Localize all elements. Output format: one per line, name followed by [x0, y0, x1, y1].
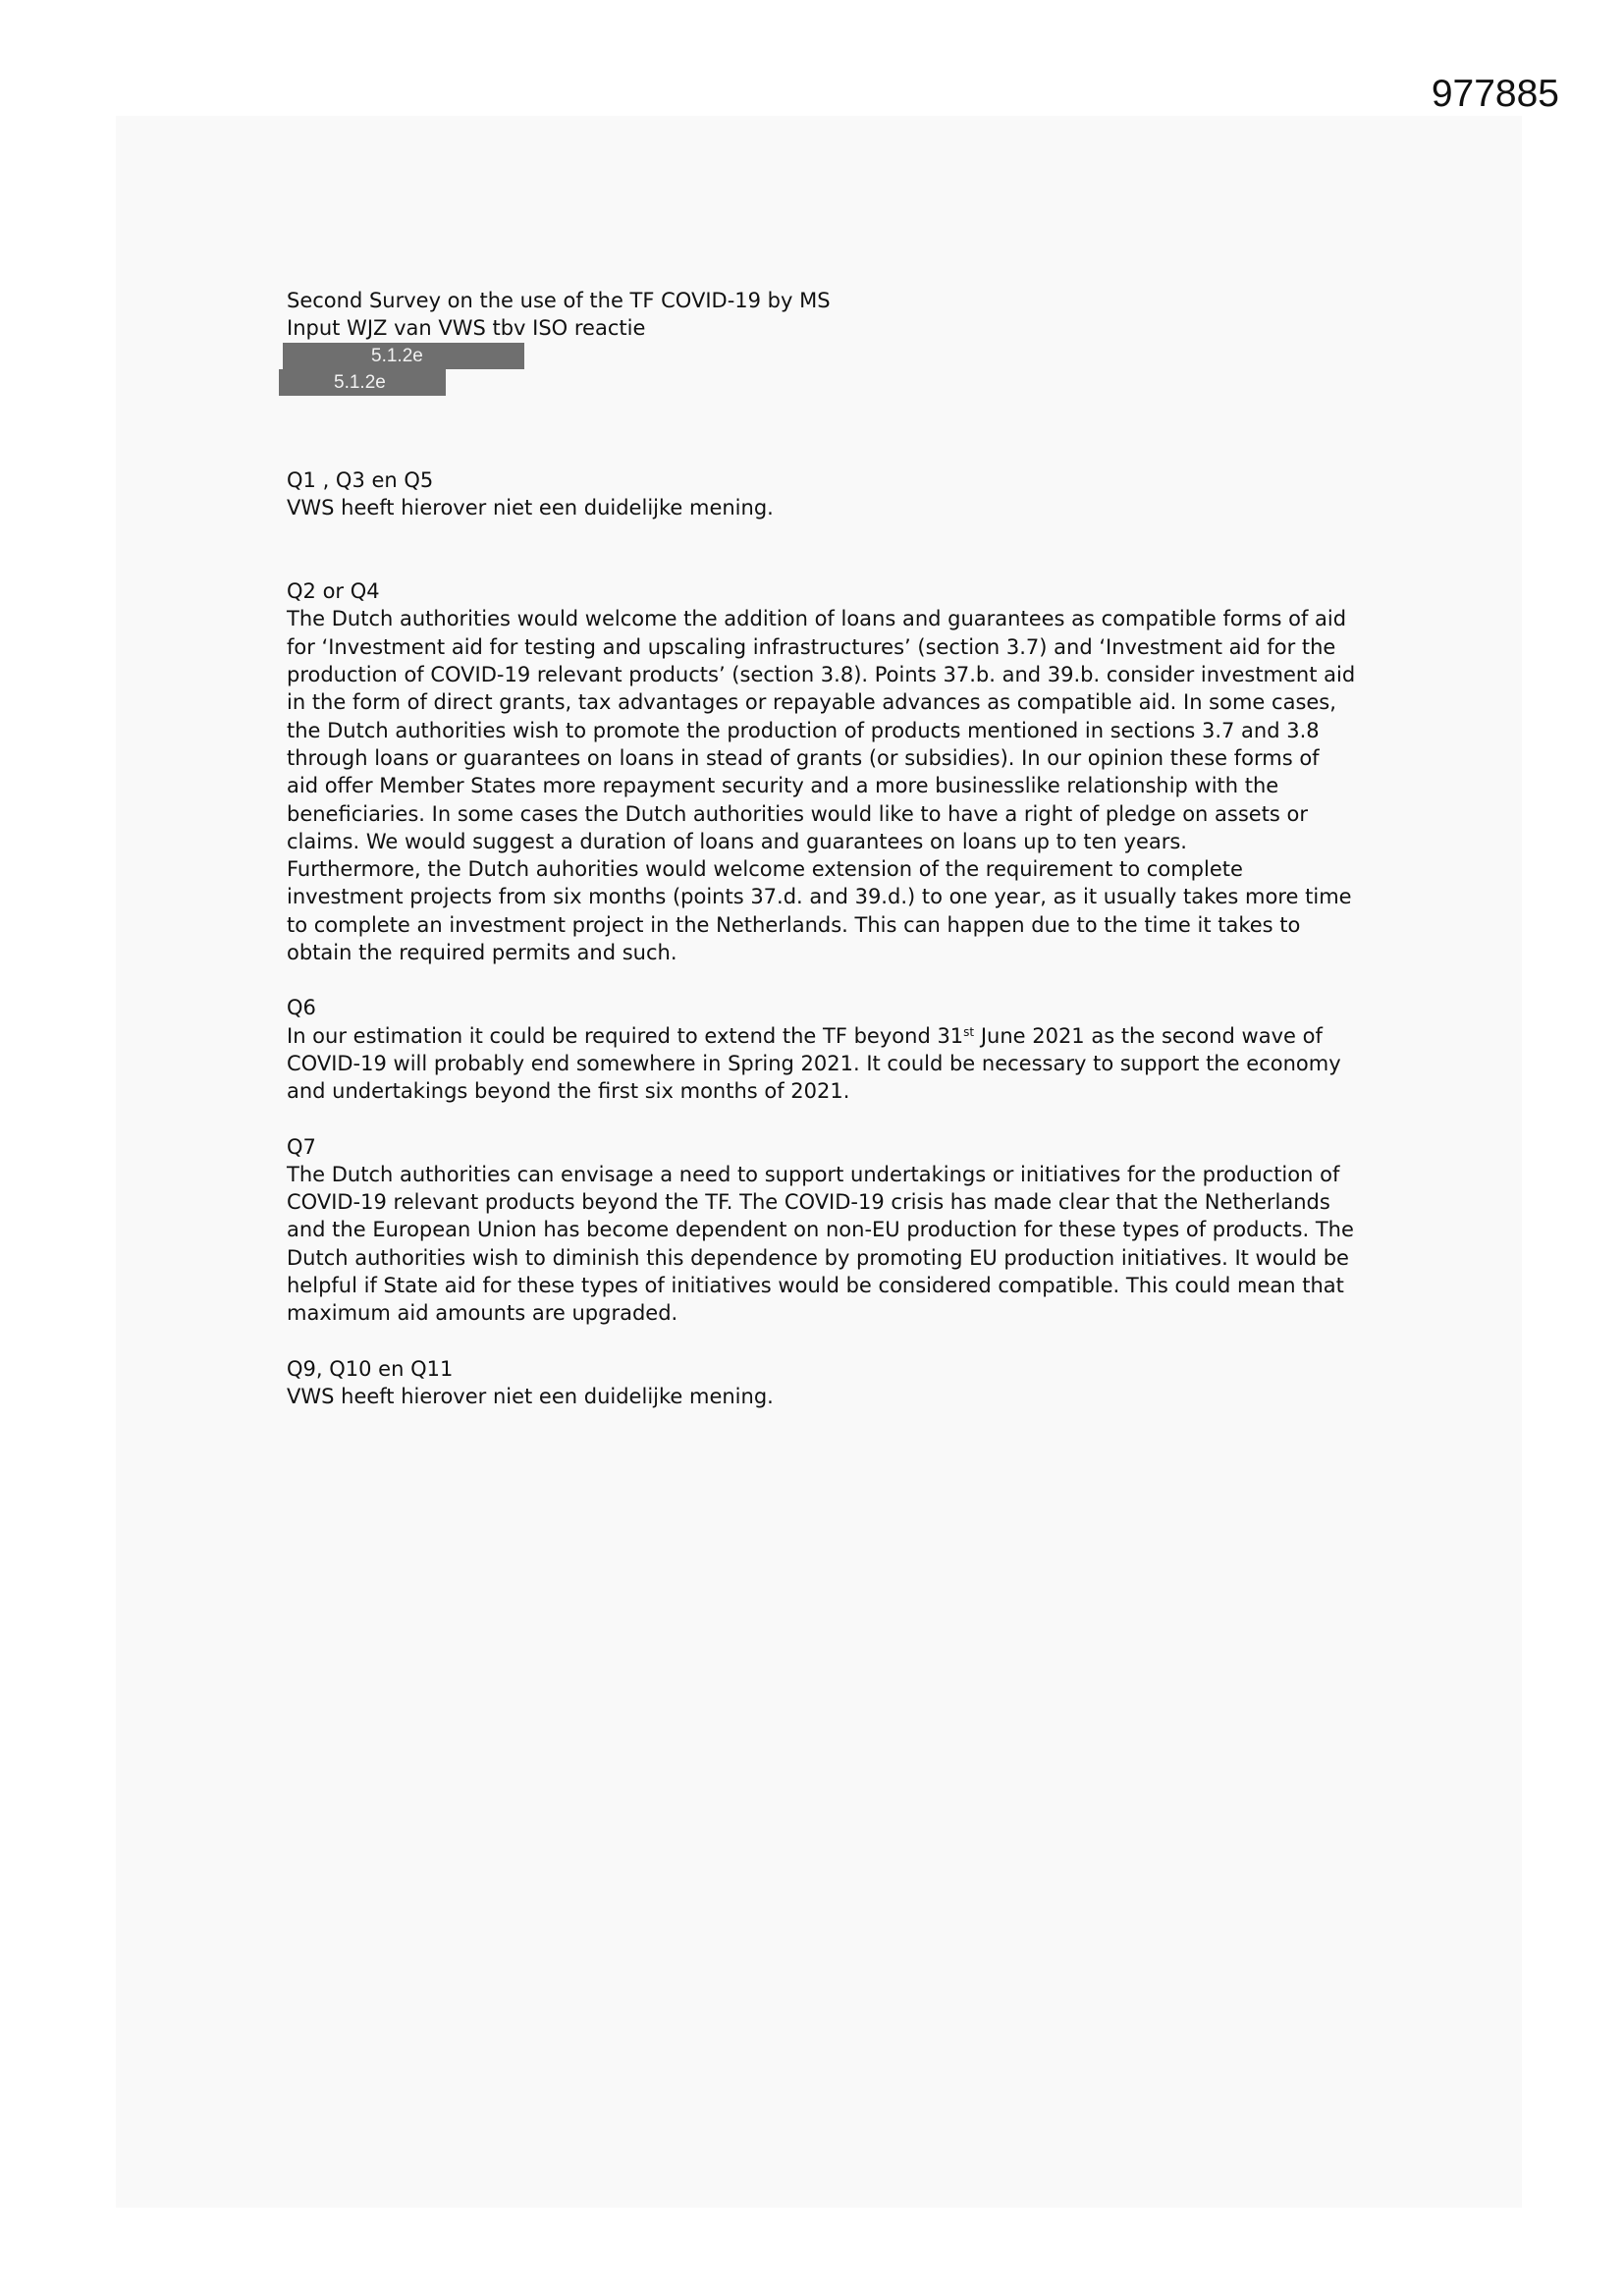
- section-body: The Dutch authorities can envisage a need to support undertakings or initiatives for the production of COVID-19 relevant products beyond the TF. The COVID-19 crisis has made clear that the Netherlands and the European Union has become dependent on non-EU production for these types of products. The Dutch authorities wish to diminish this dependence by promoting EU production initiatives. It would be helpful if State aid for these types of initiatives would be considered compatible. This could mean that maximum aid amounts are upgraded.: [287, 1162, 1354, 1326]
- section-q9: [287, 1355, 1357, 1411]
- section-q2: [287, 577, 1357, 966]
- redaction-block: 5.1.2e: [283, 343, 524, 369]
- section-title: Q9, Q10 en Q11: [287, 1356, 454, 1381]
- document-number: 977885: [1431, 73, 1559, 115]
- section-body: VWS heeft hierover niet een duidelijke mening.: [287, 1384, 774, 1408]
- section-title: Q6: [287, 996, 316, 1020]
- body-text: June 2021 as the second wave of COVID-19 will probably end somewhere in Spring 2021. It could be necessary to support the economy and undertakings beyond the first six months of 2021.: [287, 1023, 1341, 1104]
- document-subtitle: Input WJZ van VWS tbv ISO reactie: [287, 316, 646, 341]
- section-paragraph: The Dutch authorities would welcome the addition of loans and guarantees as compatible forms of aid for ‘Investment aid for testing and upscaling infrastructures’ (section 3.7) and ‘Investment aid for the production of COVID-19 relevant products’ (section 3.8). Points 37.b. and 39.b. consider investment aid in the form of direct grants, tax advantages or repayable advances as compatible aid. In some cases, the Dutch authorities wish to promote the production of products mentioned in sections 3.7 and 3.8 through loans or guarantees on loans in stead of grants (or subsidies). In our opinion these forms of aid offer Member States more repayment security and a more businesslike relationship with the beneficiaries. In some cases the Dutch authorities would like to have a right of pledge on assets or claims. We would suggest a duration of loans and guarantees on loans up to ten years.: [287, 607, 1356, 853]
- section-paragraph: Furthermore, the Dutch auhorities would welcome extension of the requirement to complete investment projects from six months (points 37.d. and 39.d.) to one year, as it usually takes more time to complete an investment project in the Netherlands. This can happen due to the time it takes to obtain the required permits and such.: [287, 857, 1352, 965]
- section-title: Q7: [287, 1134, 316, 1159]
- ordinal-suffix: st: [963, 1024, 975, 1039]
- section-q7: [287, 1133, 1357, 1328]
- section-q1: [287, 466, 1357, 522]
- section-q6: [287, 994, 1357, 1105]
- redaction-block: 5.1.2e: [279, 369, 446, 396]
- section-body: [287, 1022, 1357, 1106]
- section-title: Q1 , Q3 en Q5: [287, 467, 434, 492]
- document-content: [287, 287, 1357, 1410]
- body-text: In our estimation it could be required to extend the TF beyond 31: [287, 1023, 964, 1048]
- section-body: VWS heeft hierover niet een duidelijke mening.: [287, 495, 774, 519]
- document-title: Second Survey on the use of the TF COVID-19 by MS: [287, 289, 831, 312]
- section-title: Q2 or Q4: [287, 579, 380, 604]
